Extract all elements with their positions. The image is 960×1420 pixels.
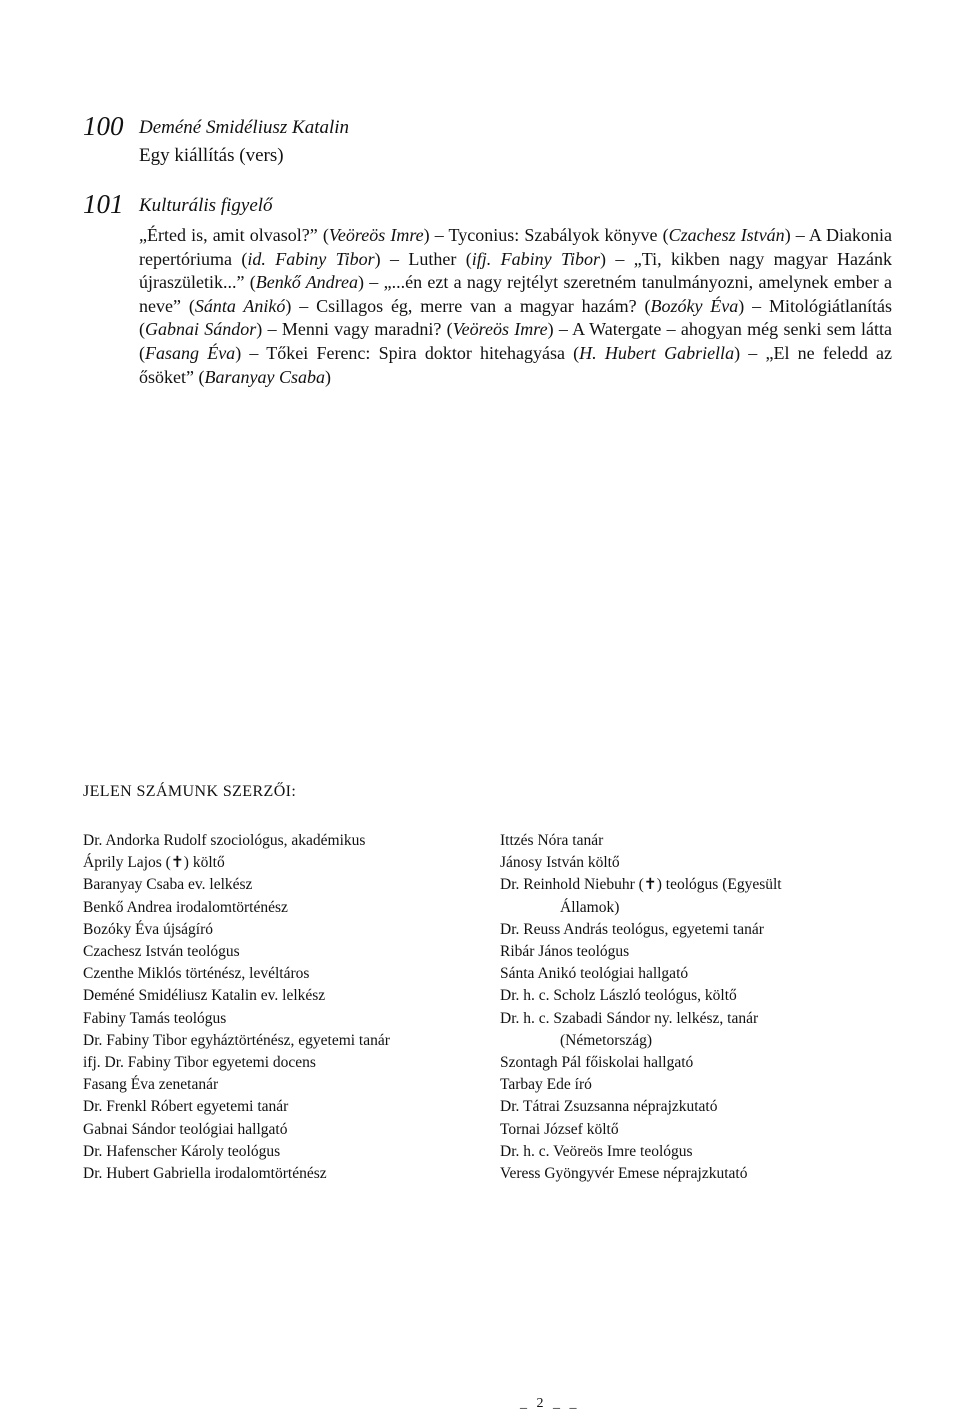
author-item: Deméné Smidéliusz Katalin ev. lelkész <box>83 987 326 1005</box>
review-author: Gabnai Sándor <box>145 319 257 340</box>
review-author: Bozóky Éva <box>650 295 739 316</box>
author-item: Ribár János teológus <box>500 943 630 961</box>
entry-number: 101 <box>83 189 124 219</box>
review-author: Benkő Andrea <box>255 272 359 293</box>
author-item: Tornai József költő <box>500 1120 619 1138</box>
entry-subtitle: Egy kiállítás (vers) <box>139 145 284 166</box>
page-footer: _ 2 _ _ <box>520 1396 580 1411</box>
author-item: Tarbay Ede író <box>500 1076 592 1094</box>
review-text: „Érted is, amit olvasol?” ( <box>139 225 329 245</box>
author-item: Bozóky Éva újságíró <box>83 920 214 938</box>
author-item: Czenthe Miklós történész, levéltáros <box>83 965 310 983</box>
review-text: ) – A Diakonia repertóriuma ( <box>139 225 893 269</box>
review-text: ) – „El ne feledd az ősöket” ( <box>139 342 893 387</box>
author-item: Czachesz István teológus <box>83 943 240 961</box>
author-item: Dr. Hubert Gabriella irodalomtörténész <box>83 1165 327 1183</box>
review-text: ) – Tyconius: Szabályok könyve ( <box>423 225 669 245</box>
author-item: Dr. Hafenscher Károly teológus <box>83 1142 281 1160</box>
entry-heading: Kulturális figyelő <box>139 195 273 216</box>
review-text: ) – „...én ezt a nagy rejtélyt szeretném tanulmányozni, amelynek ember a neve” ( <box>139 272 892 316</box>
review-text: ) <box>324 366 331 387</box>
review-text: ) – Luther ( <box>374 248 472 269</box>
author-item: Dr. h. c. Veöreös Imre teológus <box>500 1142 693 1160</box>
author-item: Jánosy István költő <box>500 854 620 872</box>
author-item: Fabiny Tamás teológus <box>83 1009 227 1027</box>
author-item: Dr. Frenkl Róbert egyetemi tanár <box>83 1098 289 1116</box>
author-item: Dr. Reinhold Niebuhr (✝) teológus (Egyesült <box>500 876 782 894</box>
review-author: Fasang Éva <box>145 342 236 363</box>
review-author: Veöreös Imre <box>328 225 424 245</box>
author-item: Veress Gyöngyvér Emese néprajzkutató <box>500 1165 748 1183</box>
author-item: Dr. h. c. Scholz László teológus, költő <box>500 987 737 1005</box>
author-item: Szontagh Pál főiskolai hallgató <box>500 1054 694 1072</box>
author-item: Sánta Anikó teológiai hallgató <box>500 965 689 983</box>
author-item: Fasang Éva zenetanár <box>83 1076 219 1094</box>
review-text: ) – A Watergate – ahogyan még senki sem látta ( <box>139 319 892 363</box>
authors-list-right <box>500 830 860 1185</box>
review-author: ifj. Fabiny Tibor <box>471 248 600 269</box>
entry-heading: Deméné Smidéliusz Katalin <box>139 117 350 138</box>
author-item: ifj. Dr. Fabiny Tibor egyetemi docens <box>83 1054 316 1072</box>
author-item: Államok) <box>560 898 620 916</box>
entry-number: 100 <box>83 111 124 141</box>
review-author: Czachesz István <box>668 225 785 245</box>
review-author: Sánta Anikó <box>194 295 286 316</box>
review-author: id. Fabiny Tibor <box>247 248 375 269</box>
author-item: Áprily Lajos (✝) költő <box>83 854 225 872</box>
review-text: ) – Csillagos ég, merre van a magyar hazám? ( <box>285 295 651 316</box>
authors-title: JELEN SZÁMUNK SZERZŐI: <box>83 783 297 800</box>
author-item: Dr. Andorka Rudolf szociológus, akadémikus <box>83 832 366 849</box>
review-author: Veöreös Imre <box>452 319 548 340</box>
author-item: (Németország) <box>560 1031 653 1049</box>
review-text: ) – Tőkei Ferenc: Spira doktor hitehagyása ( <box>235 342 580 363</box>
review-text: ) – Mitológiátlanítás ( <box>139 295 892 340</box>
author-item: Dr. Reuss András teológus, egyetemi tanár <box>500 920 764 938</box>
author-item: Gabnai Sándor teológiai hallgató <box>83 1120 288 1138</box>
authors-list-left <box>83 830 483 1185</box>
author-item: Dr. Fabiny Tibor egyháztörténész, egyetemi tanár <box>83 1031 390 1049</box>
author-item: Dr. h. c. Szabadi Sándor ny. lelkész, tanár <box>500 1009 759 1027</box>
author-item: Dr. Tátrai Zsuzsanna néprajzkutató <box>500 1098 718 1116</box>
review-author: H. Hubert Gabriella <box>579 342 735 363</box>
entry-body <box>139 224 892 389</box>
author-item: Baranyay Csaba ev. lelkész <box>83 876 253 894</box>
author-item: Ittzés Nóra tanár <box>500 832 604 849</box>
author-item: Benkő Andrea irodalomtörténész <box>83 898 288 916</box>
review-text: ) – Menni vagy maradni? ( <box>256 319 453 340</box>
review-author: Baranyay Csaba <box>204 366 325 387</box>
review-text: ) – „Ti, kikben nagy magyar Hazánk újraszületik...” ( <box>139 248 892 293</box>
